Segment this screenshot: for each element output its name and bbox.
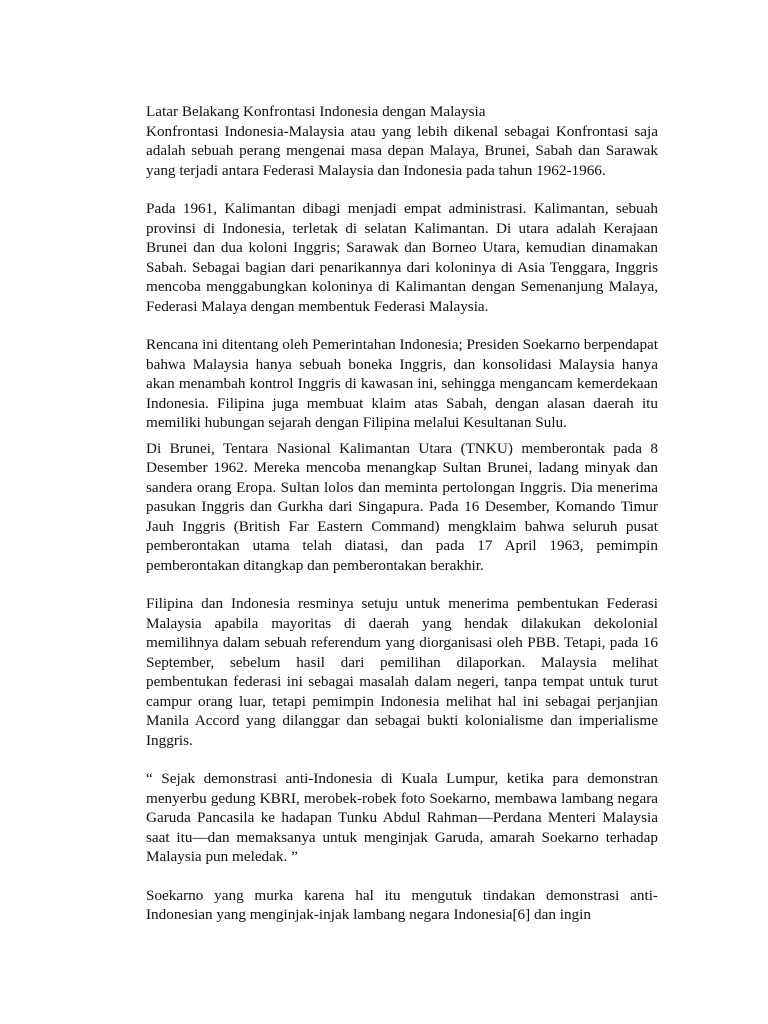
paragraph-quote: “ Sejak demonstrasi anti-Indonesia di Kuala Lumpur, ketika para demonstran menyerbu gedung KBRI, merobek-robek foto Soekarno, membawa lambang negara Garuda Pancasila ke hadapan Tunku Abdul Rahman—Perdana Menteri Malaysia saat itu—dan memaksanya untuk menginjak Garuda, amarah Soekarno terhadap Malaysia pun meledak. ” — [146, 770, 658, 865]
paragraph-brunei-revolt: Di Brunei, Tentara Nasional Kalimantan Utara (TNKU) memberontak pada 8 Desember 1962. Mereka mencoba menangkap Sultan Brunei, ladang minyak dan sandera orang Eropa. Sultan lolos dan meminta pertolongan Inggris. Dia menerima pasukan Inggris dan Gurkha dari Singapura. Pada 16 Desember, Komando Timur Jauh Inggris (British Far Eastern Command) mengklaim bahwa seluruh pusat pemberontakan utama telah diatasi, dan pada 17 April 1963, pemimpin pemberontakan ditangkap dan pemberontakan berakhir. — [146, 439, 658, 574]
paragraph-1961-administration: Pada 1961, Kalimantan dibagi menjadi empat administrasi. Kalimantan, sebuah provinsi di Indonesia, terletak di selatan Kalimantan. Di utara adalah Kerajaan Brunei dan dua koloni Inggris; Sarawak dan Borneo Utara, kemudian dinamakan Sabah. Sebagai bagian dari penarikannya dari koloninya di Asia Tenggara, Inggris mencoba menggabungkan koloninya di Kalimantan dengan Semenanjung Malaya, Federasi Malaya dengan membentuk Federasi Malaysia. — [146, 200, 658, 315]
document-title: Latar Belakang Konfrontasi Indonesia dengan Malaysia — [146, 103, 486, 120]
paragraph-indonesian-opposition: Rencana ini ditentang oleh Pemerintahan Indonesia; Presiden Soekarno berpendapat bahwa Malaysia hanya sebuah boneka Inggris, dan konsolidasi Malaysia hanya akan menambah kontrol Inggris di kawasan ini, sehingga mengancam kemerdekaan Indonesia. Filipina juga membuat klaim atas Sabah, dengan alasan daerah itu memiliki hubungan sejarah dengan Filipina melalui Kesultanan Sulu. — [146, 336, 658, 431]
paragraph-intro: Konfrontasi Indonesia-Malaysia atau yang lebih dikenal sebagai Konfrontasi saja adalah sebuah perang mengenai masa depan Malaya, Brunei, Sabah dan Sarawak yang terjadi antara Federasi Malaysia dan Indonesia pada tahun 1962-1966. — [146, 122, 658, 179]
paragraph-referendum: Filipina dan Indonesia resminya setuju untuk menerima pembentukan Federasi Malaysia apabila mayoritas di daerah yang hendak dilakukan dekolonial memilihnya dalam sebuah referendum yang diorganisasi oleh PBB. Tetapi, pada 16 September, sebelum hasil dari pemilihan dilaporkan. Malaysia melihat pembentukan federasi ini sebagai masalah dalam negeri, tanpa tempat untuk turut campur orang luar, tetapi pemimpin Indonesia melihat hal ini sebagai perjanjian Manila Accord yang dilanggar dan sebagai bukti kolonialisme dan imperialisme Inggris. — [146, 595, 658, 749]
document-page — [146, 102, 658, 925]
paragraph-soekarno-reaction: Soekarno yang murka karena hal itu mengutuk tindakan demonstrasi anti-Indonesian yang menginjak-injak lambang negara Indonesia[6] dan ingin — [146, 886, 658, 923]
